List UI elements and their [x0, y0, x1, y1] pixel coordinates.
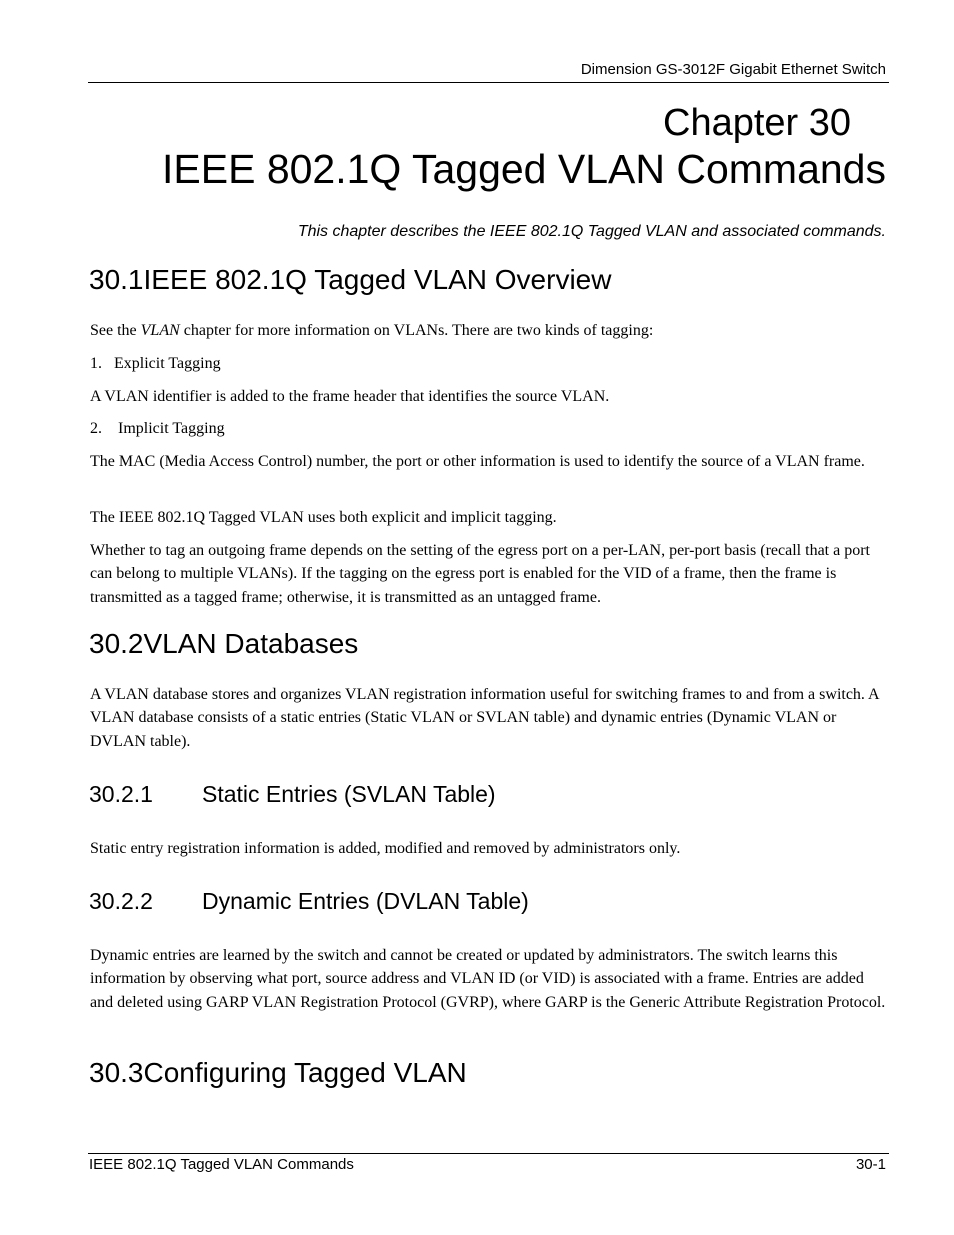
section-title: Configuring Tagged VLAN — [143, 1057, 467, 1088]
section-title: Static Entries (SVLAN Table) — [202, 781, 496, 807]
paragraph: Dynamic entries are learned by the switch and cannot be created or updated by administrators. The switch learns this information by observing what port, source address and VLAN ID (or VID) is associated with a frame. Entries are added and deleted using GARP VLAN Registration Protocol (GVRP), where GARP is the Generic Attribute Registration Protocol. — [90, 947, 886, 1011]
paragraph: The MAC (Media Access Control) number, the port or other information is used to identify the source of a VLAN frame. — [90, 453, 865, 470]
section-number: 30.3 — [89, 1057, 144, 1088]
section-heading-30-2 — [89, 628, 358, 660]
footer-chapter-title: IEEE 802.1Q Tagged VLAN Commands — [89, 1156, 354, 1173]
footer-rule — [88, 1153, 889, 1154]
paragraph: A VLAN identifier is added to the frame header that identifies the source VLAN. — [90, 388, 610, 405]
paragraph: Static entry registration information is added, modified and removed by administrators only. — [90, 840, 681, 857]
chapter-number: Chapter 30 — [663, 102, 852, 144]
section-number: 30.1 — [89, 264, 144, 295]
subsection-heading-30-2-1 — [89, 781, 496, 808]
paragraph: Whether to tag an outgoing frame depends on the setting of the egress port on a per-LAN, per-port basis (recall that a port can belong to multiple VLANs). If the tagging on the egress port is enabled for the VID of a frame, then the frame is transmitted as a tagged frame; otherwise, it is transmitted as an untagged frame. — [90, 542, 870, 606]
section-heading-30-3 — [89, 1057, 467, 1089]
subsection-heading-30-2-2 — [89, 888, 529, 915]
text-run: See the — [90, 322, 141, 339]
text-run: chapter for more information on VLANs. There are two kinds of tagging: — [179, 322, 654, 339]
page-number: 30-1 — [855, 1156, 886, 1173]
section-number: 30.2 — [89, 628, 144, 659]
section-title: IEEE 802.1Q Tagged VLAN Overview — [143, 264, 612, 295]
paragraph: A VLAN database stores and organizes VLAN registration information useful for switching frames to and from a switch. A VLAN database consists of a static entries (Static VLAN or SVLAN table) and dynamic entries (Dynamic VLAN or DVLAN table). — [90, 686, 879, 750]
section-title: Dynamic Entries (DVLAN Table) — [202, 888, 529, 914]
header-rule — [88, 82, 889, 83]
list-item: 1. Explicit Tagging — [90, 355, 221, 372]
chapter-title: IEEE 802.1Q Tagged VLAN Commands — [162, 146, 886, 192]
list-item: 2. Implicit Tagging — [90, 420, 225, 437]
section-number: 30.2.2 — [89, 888, 153, 914]
paragraph: The IEEE 802.1Q Tagged VLAN uses both explicit and implicit tagging. — [90, 509, 557, 526]
chapter-intro: This chapter describes the IEEE 802.1Q Tagged VLAN and associated commands. — [297, 223, 886, 240]
running-header: Dimension GS-3012F Gigabit Ethernet Switch — [580, 61, 886, 78]
section-number: 30.2.1 — [89, 781, 153, 807]
italic-reference: VLAN — [140, 322, 180, 339]
paragraph — [90, 319, 890, 342]
section-title: VLAN Databases — [143, 628, 359, 659]
section-heading-30-1 — [89, 264, 611, 296]
